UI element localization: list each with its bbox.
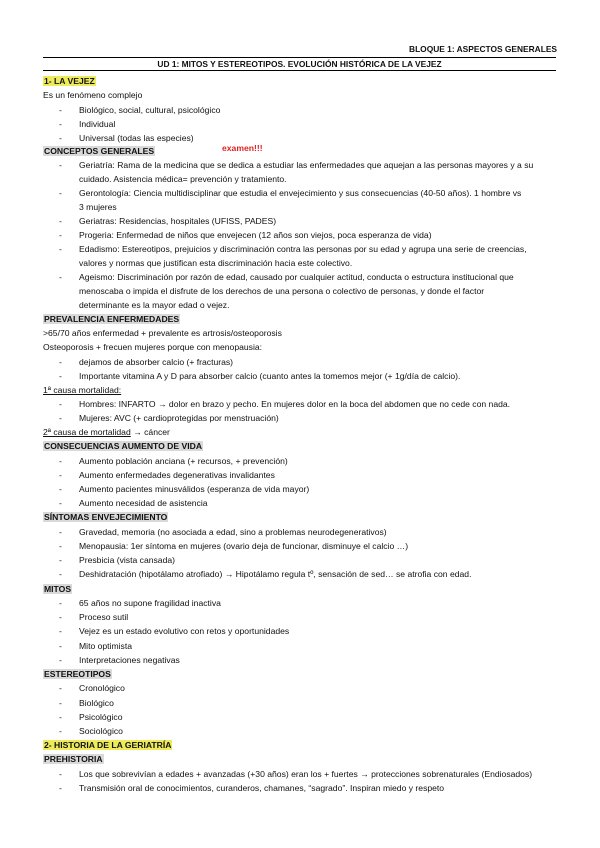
section-heading-estereotipos: ESTEREOTIPOS	[44, 669, 111, 679]
section-heading-vejez: 1- LA VEJEZ	[44, 76, 95, 86]
document-title: UD 1: MITOS Y ESTEREOTIPOS. EVOLUCIÓN HISTÓRICA DE LA VEJEZ	[43, 57, 556, 71]
list-item: - Psicológico	[59, 712, 123, 722]
list-item: - Menopausia: 1er síntoma en mujeres (ovario deja de funcionar, disminuye el calcio …)	[59, 541, 409, 551]
list-item-progeria: - Progeria: Enfermedad de niños que envejecen (12 años son viejos, poca esperanza de vida)	[59, 230, 432, 240]
list-item: - Mito optimista	[59, 641, 133, 651]
list-item: - Vejez es un estado evolutivo con retos y oportunidades	[59, 626, 290, 636]
section-heading-conceptos: CONCEPTOS GENERALES	[44, 146, 155, 156]
list-item-ageismo: - Ageismo: Discriminación por razón de edad, causado por cualquier actitud, conducta o estructura institucional que	[59, 272, 514, 282]
list-item: - Aumento necesidad de asistencia	[59, 498, 208, 508]
list-item: - Transmisión oral de conocimientos, curanderos, chamanes, “sagrado”. Inspiran miedo y respeto	[59, 783, 445, 793]
list-item-geriatras: - Geriatras: Residencias, hospitales (UFISS, PADES)	[59, 216, 277, 226]
section-heading-sintomas: SÍNTOMAS ENVEJECIMIENTO	[44, 512, 168, 522]
list-item: - Deshidratación (hipotálamo atrofiado) → Hipotálamo regula tº, sensación de sed… se atrofia con edad.	[59, 569, 472, 579]
list-item-gerontologia: - Gerontología: Ciencia multidisciplinar que estudia el envejecimiento y sus consecuencias (40-50 años). 1 hombre vs	[59, 188, 522, 198]
vejez-intro: Es un fenómeno complejo	[43, 90, 143, 100]
list-item: - Hombres: INFARTO → dolor en brazo y pecho. En mujeres dolor en la boca del abdomen que no cede con nada.	[59, 399, 511, 409]
list-item: - Cronológico	[59, 683, 125, 693]
prevalencia-line: >65/70 años enfermedad + prevalente es artrosis/osteoporosis	[43, 328, 282, 338]
list-item-continuation: determinante es la mayor edad o vejez.	[79, 300, 230, 310]
section-heading-consecuencias: CONSECUENCIAS AUMENTO DE VIDA	[44, 441, 203, 451]
exam-note: examen!!!	[222, 143, 263, 153]
list-item: - Los que sobrevivían a edades + avanzadas (+30 años) eran los + fuertes → protecciones sobrenaturales (Endiosados)	[59, 769, 533, 779]
list-item: - Aumento enfermedades degenerativas invalidantes	[59, 470, 275, 480]
mortalidad-primera: 1ª causa mortalidad:	[43, 385, 122, 395]
list-item: - Gravedad, memoria (no asociada a edad, sino a problemas neurodegenerativos)	[59, 527, 387, 537]
subheading-prehistoria: PREHISTORIA	[44, 754, 103, 764]
list-item-geriatria: - Geriatría: Rama de la medicina que se dedica a estudiar las enfermedades que aquejan a las personas mayores y a su	[59, 160, 534, 170]
list-item: - Presbicia (vista cansada)	[59, 555, 176, 565]
list-item-continuation: valores y normas que justifican esta discriminación hacia este colectivo.	[79, 258, 353, 268]
section-heading-prevalencia: PREVALENCIA ENFERMEDADES	[44, 314, 180, 324]
list-item-continuation: 3 mujeres	[79, 202, 117, 212]
list-item: - Sociológico	[59, 726, 123, 736]
list-item: - Aumento pacientes minusválidos (esperanza de vida mayor)	[59, 484, 310, 494]
list-item: - Importante vitamina A y D para absorber calcio (cuanto antes la tomemos mejor (+ 1g/día de calcio).	[59, 371, 461, 381]
prevalencia-line: Osteoporosis + frecuen mujeres porque con menopausia:	[43, 342, 263, 352]
list-item: - Interpretaciones negativas	[59, 655, 180, 665]
list-item: - Universal (todas las especies)	[59, 133, 194, 143]
mortalidad-segunda: 2ª causa de mortalidad → cáncer	[43, 427, 170, 437]
section-heading-historia: 2- HISTORIA DE LA GERIATRÍA	[44, 740, 172, 750]
list-item-edadismo: - Edadismo: Estereotipos, prejuicios y discriminación contra las personas por su edad y agrupa una serie de creencias,	[59, 244, 527, 254]
list-item-continuation: cuidado. Asistencia médica= prevención y tratamiento.	[79, 174, 287, 184]
list-item-continuation: menoscaba o impida el disfrute de los derechos de una persona o colectivo de personas, y donde el factor	[79, 286, 485, 296]
list-item: - Aumento población anciana (+ recursos, + prevención)	[59, 456, 288, 466]
block-label: BLOQUE 1: ASPECTOS GENERALES	[409, 44, 557, 54]
list-item: - Biológico, social, cultural, psicológico	[59, 105, 221, 115]
list-item: - dejamos de absorber calcio (+ fracturas)	[59, 357, 234, 367]
list-item: - Individual	[59, 119, 116, 129]
list-item: - Mujeres: AVC (+ cardioprotegidas por menstruación)	[59, 413, 279, 423]
list-item: - 65 años no supone fragilidad inactiva	[59, 598, 221, 608]
section-heading-mitos: MITOS	[44, 584, 72, 594]
list-item: - Proceso sutil	[59, 612, 129, 622]
list-item: - Biológico	[59, 698, 114, 708]
